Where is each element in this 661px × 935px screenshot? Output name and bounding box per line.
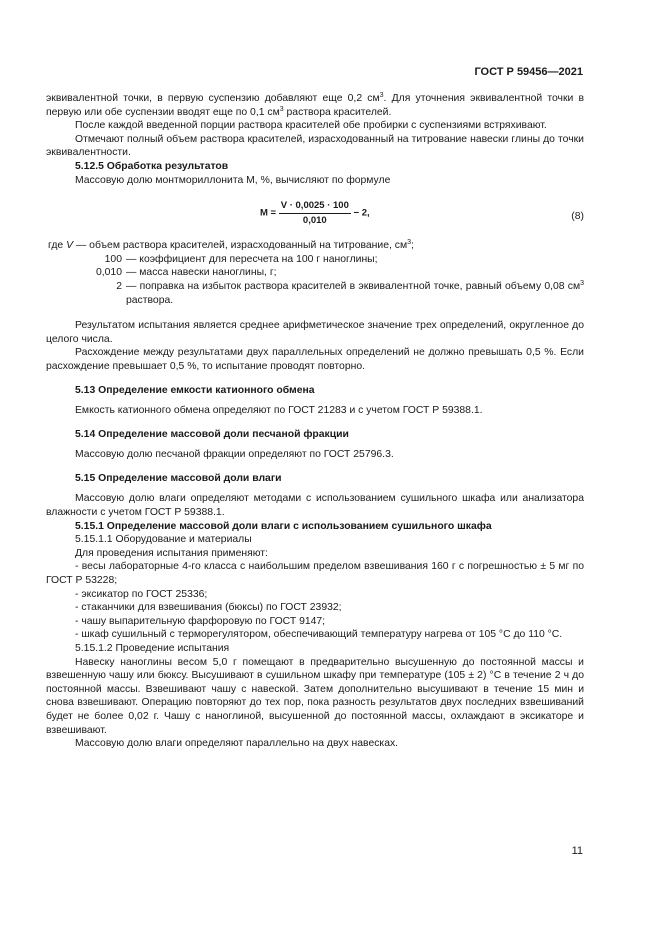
paragraph: 5.15.1.2 Проведение испытания bbox=[75, 643, 230, 654]
paragraph: Отмечают полный объем раствора красителей, израсходованный на титрование навески глины до точки эквивалентности. bbox=[46, 133, 584, 159]
formula-8 bbox=[46, 199, 584, 233]
page-content bbox=[46, 92, 584, 751]
formula-lhs: M = bbox=[260, 207, 277, 219]
variable-legend bbox=[46, 239, 584, 307]
formula bbox=[260, 199, 370, 227]
section-heading-5-15: 5.15 Определение массовой доли влаги bbox=[75, 472, 282, 484]
legend-item: 100 — коэффициент для пересчета на 100 г наноглины; bbox=[104, 253, 378, 265]
paragraph: Навеску наноглины весом 5,0 г помещают в предварительно высушенную до постоянной массы и взвешенную чашу или бюксу. Высушивают в сушильном шкафу при температуре (105 ± 2) °С в течение 2 ч до постоянной массы. Взвешивают чашу с навеской. Затем дополнительно высушивают в течение 15 мин и снова взвешивают. Операцию повторяют до тех пор, пока разность результатов двух последних взвешиваний будет не более 0,02 г. Чашу с наноглиной, высушенной до постоянной массы, охлаждают в эксикаторе и взвешивают. bbox=[46, 656, 584, 736]
list-item: - стаканчики для взвешивания (бюксы) по ГОСТ 23932; bbox=[75, 602, 342, 614]
formula-tail: − 2, bbox=[353, 207, 370, 219]
formula-fraction bbox=[279, 199, 351, 227]
paragraph: Емкость катионного обмена определяют по ГОСТ 21283 и с учетом ГОСТ Р 59388.1. bbox=[75, 405, 483, 417]
paragraph: Массовую долю влаги определяют параллельно на двух навесках. bbox=[75, 738, 399, 750]
paragraph: Массовую долю влаги определяют методами с использованием сушильного шкафа или анализатора влажности с учетом ГОСТ Р 59388.1. bbox=[46, 493, 584, 519]
paragraph: Результатом испытания является среднее арифметическое значение трех определений, округленное до целого числа. bbox=[46, 320, 584, 345]
section-heading-5-12-5: 5.12.5 Обработка результатов bbox=[75, 160, 229, 172]
list-item: - эксикатор по ГОСТ 25336; bbox=[75, 588, 208, 600]
section-heading-5-15-1: 5.15.1 Определение массовой доли влаги с использованием сушильного шкафа bbox=[75, 520, 492, 532]
list-item: - чашу выпарительную фарфоровую по ГОСТ 9147; bbox=[75, 615, 326, 627]
legend-item: 0,010 — масса навески наноглины, г; bbox=[95, 267, 277, 279]
paragraph: Расхождение между результатами двух параллельных определений не должно превышать 0,5 %. Если расхождение превышает 0,5 %, то испытание проводят повторно. bbox=[46, 347, 584, 372]
legend-item-v: где V — объем раствора красителей, израсходованный на титрование, $см^3$; bbox=[48, 239, 414, 252]
formula-denominator: 0,010 bbox=[302, 214, 327, 226]
paragraph: Массовую долю монтмориллонита М, %, вычисляют по формуле bbox=[75, 174, 391, 186]
paragraph: 5.15.1.1 Оборудование и материалы bbox=[75, 534, 252, 546]
paragraph: Массовую долю песчаной фракции определяют по ГОСТ 25796.3. bbox=[75, 449, 394, 461]
paragraph: После каждой введенной порции раствора красителей обе пробирки с суспензиями встряхивают. bbox=[75, 120, 547, 132]
paragraph: Для проведения испытания применяют: bbox=[75, 547, 268, 559]
list-item: - шкаф сушильный с терморегулятором, обеспечивающий температуру нагрева от 105 °С до 110 °С. bbox=[75, 629, 563, 641]
document-header: ГОСТ Р 59456—2021 bbox=[474, 66, 583, 78]
page-number: 11 bbox=[571, 845, 583, 857]
list-item: - весы лабораторные 4-го класса с наибольшим пределом взвешивания 160 г с погрешностью ± 5 мг по ГОСТ Р 53228; bbox=[46, 561, 584, 587]
legend-item: 2 — поправка на избыток раствора красителей в эквивалентной точке, равный объему 0,08 $см^3$ раствора. bbox=[116, 279, 584, 306]
formula-numerator: V · 0,0025 · 100 bbox=[279, 199, 351, 214]
section-heading-5-14: 5.14 Определение массовой доли песчаной фракции bbox=[75, 428, 349, 440]
paragraph: эквивалентной точки, в первую суспензию добавляют еще 0,2 $см^3$. Для уточнения эквивалентной точки в первую или обе суспензии вводят еще по 0,1 $см^3$ раствора красителей. bbox=[46, 92, 584, 118]
equation-number: (8) bbox=[571, 211, 584, 223]
section-heading-5-13: 5.13 Определение емкости катионного обмена bbox=[75, 384, 315, 396]
